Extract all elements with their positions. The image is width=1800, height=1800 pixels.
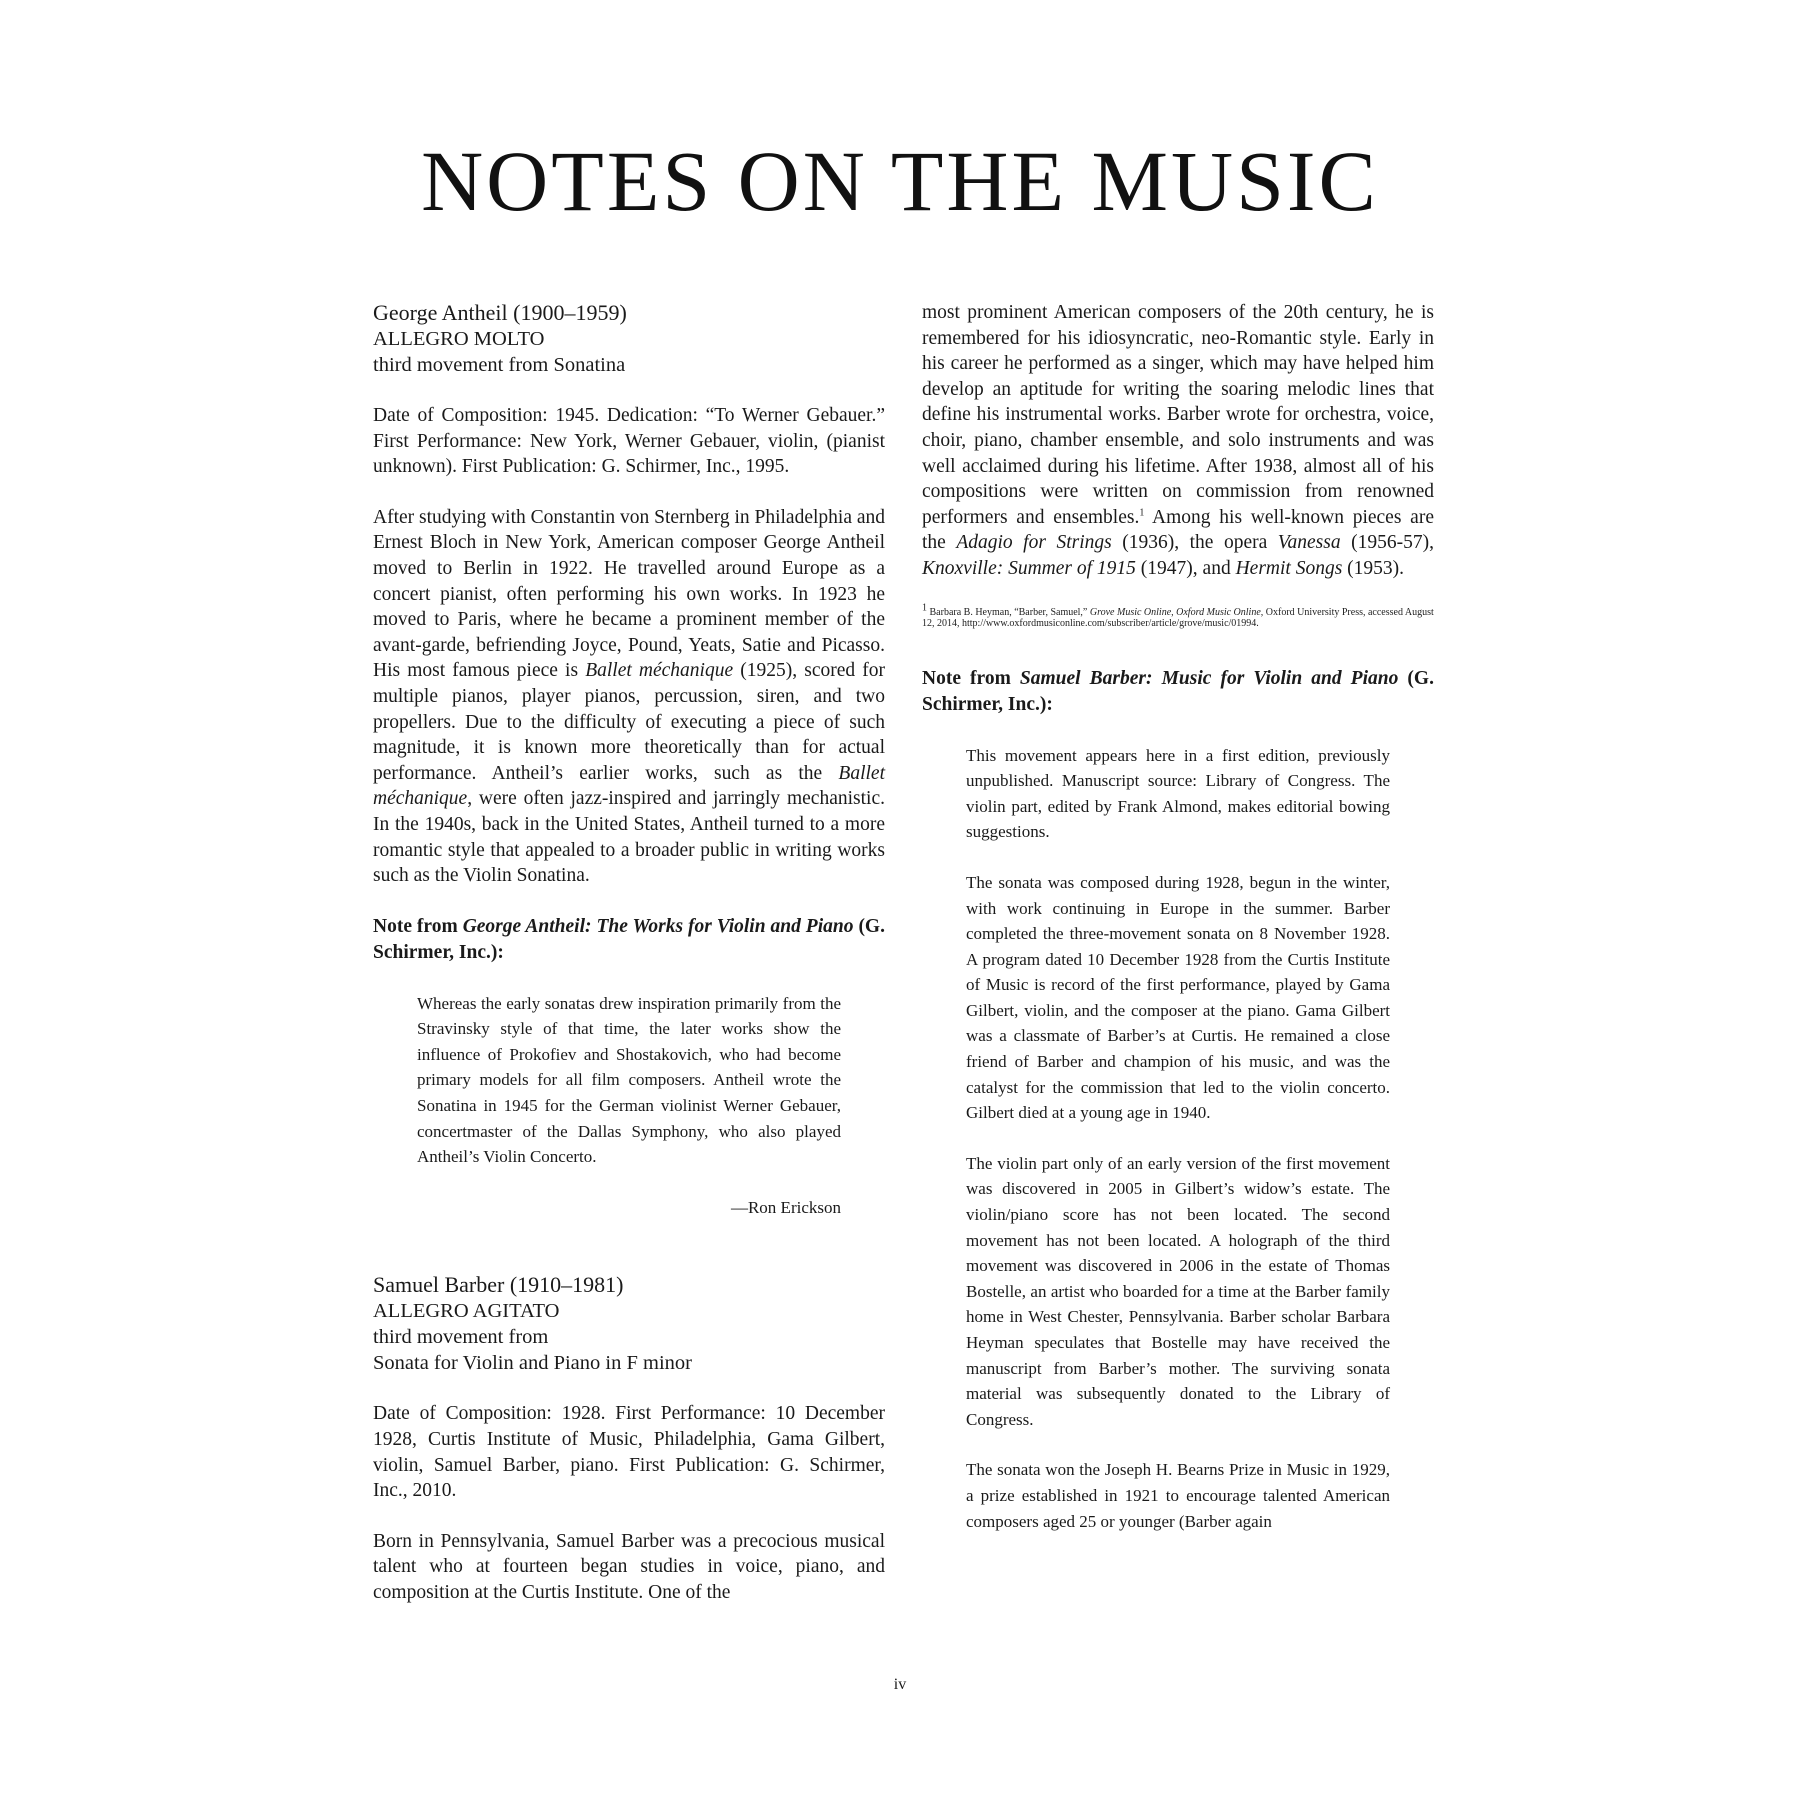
right-column [922, 300, 1434, 1559]
note-title: George Antheil: The Works for Violin and Piano [462, 915, 854, 937]
antheil-biography [373, 505, 885, 889]
barber-composer: Samuel Barber (1910–1981) [373, 1272, 624, 1298]
barber-biography-continued [922, 300, 1434, 582]
barber-movement-line2: Sonata for Violin and Piano in F minor [373, 1352, 692, 1375]
barber-quote-paragraph: The violin part only of an early version of the first movement was discovered in 2005 in Gilbert’s widow’s estate. The violin/piano score has not been located. The second movement has not been located. A holograph of the third movement was discovered in 2006 in the estate of Thomas Bostelle, an artist who boarded for a time at the Barber family home in West Chester, Pennsylvania. Barber scholar Barbara Heyman speculates that Bostelle may have received the manuscript from Barber’s mother. The surviving sonata material was subsequently donated to the Library of Congress. [966, 1153, 1390, 1429]
antheil-facts: Date of Composition: 1945. Dedication: “To Werner Gebauer.” First Performance: New York, Werner Gebauer, violin, (pianist unknown). First Publication: G. Schirmer, Inc., 1995. [373, 405, 885, 478]
barber-facts: Date of Composition: 1928. First Performance: 10 December 1928, Curtis Institute of Music, Philadelphia, Gama Gilbert, violin, Samuel Barber, piano. First Publication: G. Schirmer, Inc., 2010. [373, 1403, 885, 1502]
footnote [922, 602, 1434, 630]
antheil-bio-text: (1925), scored for multiple pianos, player pianos, percussion, siren, and two propellers. Due to the difficulty of executing a piece of such magnitude, it is known more theoretically than for actual performance. Antheil’s earlier works, such as the [373, 660, 885, 784]
antheil-quote-author: —Ron Erickson [730, 1197, 841, 1217]
barber-quote-paragraph: The sonata was composed during 1928, begun in the winter, with work continuing in Europe in the summer. Barber completed the three-movement sonata on 8 November 1928. A program dated 10 December 1928 from the Curtis Institute of Music is record of the first performance, played by Gama Gilbert, violin, and the composer at the piano. Gama Gilbert was a classmate of Barber’s at Curtis. He remained a close friend of Barber and champion of his music, and was the catalyst for the commission that led to the violin concerto. Gilbert died at a young age in 1940. [966, 872, 1390, 1123]
barber-bio-title: Vanessa [1277, 532, 1341, 554]
note-prefix: Note from [922, 667, 1020, 689]
barber-biography-start: Born in Pennsylvania, Samuel Barber was a precocious musical talent who at fourteen began studies in voice, piano, and composition at the Curtis Institute. One of the [373, 1530, 885, 1603]
antheil-piece: ALLEGRO MOLTO [373, 328, 545, 350]
footnote-text: Barbara B. Heyman, “Barber, Samuel,” [927, 606, 1090, 618]
barber-bio-text: (1956-57), [1340, 532, 1434, 554]
antheil-bio-text: After studying with Constantin von Sternberg in Philadelphia and Ernest Bloch in New York, American composer George Antheil moved to Berlin in 1922. He travelled around Europe as a concert pianist, often performing his own works. In 1923 he moved to Paris, where he became a prominent member of the avant-garde, befriending Joyce, Pound, Yeats, Satie and Picasso. His most famous piece is [373, 506, 885, 682]
footnote-text: Oxford University Press, accessed August 12, 2014, http://www.oxfordmusiconline.com/subscriber/article/grove/music/01994. [922, 606, 1434, 630]
barber-bio-title: Hermit Songs [1235, 557, 1343, 579]
barber-bio-title: Adagio for Strings [956, 532, 1112, 554]
left-column [373, 300, 885, 1631]
footnote-source: Grove Music Online, Oxford Music Online, [1089, 606, 1264, 618]
note-suffix: (G. Schirmer, Inc.): [373, 915, 885, 963]
note-prefix: Note from [373, 915, 463, 937]
barber-movement-line1: third movement from [373, 1326, 549, 1349]
antheil-bio-text: , were often jazz-inspired and jarringly mechanistic. In the 1940s, back in the United States, Antheil turned to a more romantic style that appealed to a broader public in writing works such as the Violin Sonatina. [373, 788, 885, 887]
barber-piece: ALLEGRO AGITATO [373, 1300, 560, 1323]
barber-bio-text: Among his well-known pieces are the [922, 506, 1434, 554]
footnote-marker: 1 [1139, 507, 1145, 519]
barber-bio-title: Knoxville: Summer of 1915 [922, 557, 1136, 579]
barber-quote-paragraph: The sonata won the Joseph H. Bearns Prize in Music in 1929, a prize established in 1921 to encourage talented American composers aged 25 or younger (Barber again [966, 1460, 1390, 1531]
barber-bio-text: (1953). [1342, 557, 1405, 579]
footnote-marker: 1 [922, 602, 927, 614]
barber-heading [373, 1272, 885, 1376]
page-number: iv [893, 1676, 907, 1693]
antheil-bio-title: Ballet méchanique [585, 660, 734, 682]
barber-bio-text: (1936), the opera [1111, 532, 1278, 554]
antheil-movement: third movement from Sonatina [373, 354, 626, 376]
antheil-composer: George Antheil (1900–1959) [373, 300, 627, 325]
barber-bio-text: (1947), and [1135, 557, 1236, 579]
antheil-quote: Whereas the early sonatas drew inspiration primarily from the Stravinsky style of that time, the later works show the influence of Prokofiev and Shostakovich, who had become primary models for all film composers. Antheil wrote the Sonatina in 1945 for the German violinist Werner Gebauer, concertmaster of the Dallas Symphony, who also played Antheil’s Violin Concerto. [417, 993, 841, 1167]
note-suffix: (G. Schirmer, Inc.): [922, 667, 1434, 715]
barber-note-heading [922, 666, 1434, 718]
antheil-note-heading [373, 914, 885, 966]
note-title: Samuel Barber: Music for Violin and Piano [1019, 667, 1399, 689]
page-title: NOTES ON THE MUSIC [421, 133, 1379, 229]
antheil-bio-title: Ballet méchanique [373, 762, 885, 810]
antheil-heading [373, 300, 885, 378]
barber-quote-paragraph: This movement appears here in a first edition, previously unpublished. Manuscript source: Library of Congress. The violin part, edited by Frank Almond, makes editorial bowing suggestions. [966, 745, 1390, 842]
barber-bio-text: most prominent American composers of the 20th century, he is remembered for his idiosyncratic, neo-Romantic style. Early in his career he performed as a singer, which may have helped him develop an aptitude for writing the soaring melodic lines that define his instrumental works. Barber wrote for orchestra, voice, choir, piano, chamber ensemble, and solo instruments and was well acclaimed during his lifetime. After 1938, almost all of his compositions were written on commission from renowned performers and ensembles. [922, 302, 1434, 528]
